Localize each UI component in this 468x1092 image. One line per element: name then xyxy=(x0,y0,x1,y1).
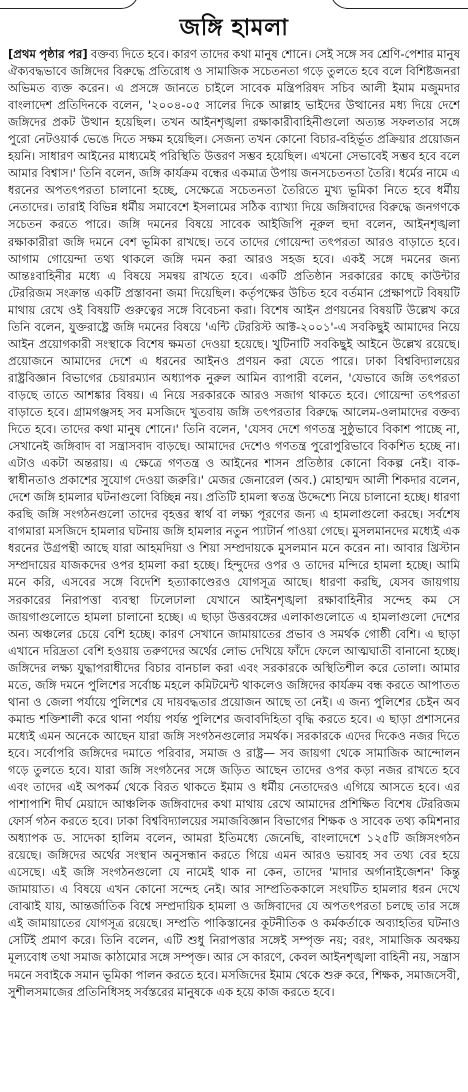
continuation-label: [প্রথম পৃষ্ঠার পর] xyxy=(8,47,88,61)
rule-right-segment xyxy=(346,8,468,9)
headline: জঙ্গি হামলা xyxy=(179,15,289,41)
article-text: বক্তব্য দিতে হবে। কারণ তাদের কথা মানুষ শোনে। সেই সঙ্গে সব শ্রেণি-পেশার মানুষ ঐক্যবদ্ধভাবে জঙ্গিদের বিরুদ্ধে প্রতিরোধ ও সামাজিক সচেতনতা গড়ে তুলতে হবে বলে বিশিষ্টজনরা অভিমত ব্যক্ত করেন। এ প্রসঙ্গে জানতে চাইলে সাবেক মন্ত্রিপরিষদ সচিব আলী ইমাম মজুমদার বাংলাদেশ প্রতিদিনকে বলেন, '২০০৪-০৫ সালের দিকে আল্লাহ ভাইদের উত্থানের মধ্য দিয়ে দেশে জঙ্গিদের প্রকট উত্থান হয়েছিল। তখন আইনশৃঙ্খলা রক্ষাকারীবাহিনীগুলো অত্যন্ত সফলতার সঙ্গে পুরো নেটওয়ার্ক ভেঙে দিতে সক্ষম হয়েছিল। সেজন্য তখন কোনো বিচার-বহির্ভূত প্রক্রিয়ার প্রয়োজন হয়নি। সাধারণ আইনের মাধ্যমেই পরিস্থিতি উত্তরণ সম্ভব হয়েছিল। এখনো সেভাবেই সম্ভব হবে বলে আমার বিশ্বাস।' তিনি বলেন, জঙ্গি কার্যক্রম বন্ধের একমাত্র উপায় জনসচেতনতা তৈরি। ধর্মের নামে এ ধরনের অপতৎপরতা চালানো হচ্ছে, সেক্ষেত্রে সচেতনতা তৈরিতে মুখ্য ভূমিকা নিতে হবে ধর্মীয় নেতাদের। তারাই বিভিন্ন ধর্মীয় সমাবেশে ইসলামের সঠিক ব্যাখ্যা দিয়ে জঙ্গিবাদের বিরুদ্ধে জনগণকে সচেতন করতে পারে। জঙ্গি দমনের বিষয়ে সাবেক আইজিপি নূরুল হুদা বলেন, আইনশৃঙ্খলা রক্ষাকারীরা জঙ্গি দমনে বেশ ভূমিকা রাখছে। তবে তাদের গোয়েন্দা তৎপরতা আরও বাড়াতে হবে। আগাম গোয়েন্দা তথ্য থাকলে জঙ্গি দমন করা আরও সহজ হবে। একই সঙ্গে দমনের জন্য আন্তঃবাহিনীর মধ্যে এ বিষয়ে সমন্বয় রাখতে হবে। একটি প্রতিষ্ঠান সরকারের কাছে কাউন্টার টেররিজম সংক্রান্ত একটি প্রস্তাবনা জমা দিয়েছিল। কর্তৃপক্ষের উচিত হবে বর্তমান প্রেক্ষাপটে বিষয়টি মাথায় রেখে ওই বিষয়টি গুরুত্বের সঙ্গে বিবেচনা করা। বিশেষ আইন প্রণয়নের বিষয়টি উল্লেখ করে তিনি বলেন, যুক্তরাষ্ট্রে জঙ্গি দমনের বিষয়ে 'এন্টি টেররিস্ট আক্ট-২০০১'-এ সবকিছুই আমাদের নিয়ে আইন প্রয়োগকারী সংস্থাকে বিশেষ ক্ষমতা দেওয়া হয়েছে। খুটিনাটি সবকিছুই আইনে উল্লেখ রয়েছে। প্রয়োজনে আমাদের দেশে এ ধরনের আইনও প্রণয়ন করা যেতে পারে। ঢাকা বিশ্ববিদ্যালয়ের রাষ্ট্রবিজ্ঞান বিভাগের চেয়ারম্যান অধ্যাপক নুরুল আমিন ব্যাপারী বলেন, 'যেভাবে জঙ্গি তৎপরতা বাড়ছে তাতে আশঙ্কার বিষয়। এ নিয়ে সরকারকে আরও সজাগ থাকতে হবে। গোয়েন্দা তৎপরতা বাড়াতে হবে। গ্রামগঞ্জসহ সব মসজিদে খুতবায় জঙ্গি তৎপরতার বিরুদ্ধে আলেম-ওলামাদের বক্তব্য দিতে হবে। তাদের কথা মানুষ শোনে।' তিনি বলেন, 'যেসব দেশে গণতন্ত্র সুষ্ঠুভাবে বিকাশ পাচ্ছে না, সেখানেই জঙ্গিবাদ বা সন্ত্রাসবাদ বাড়ছে। আমাদের দেশেও গণতন্ত্র পুরোপুরিভাবে বিকশিত হচ্ছে না। এটাও একটা অন্তরায়। এ ক্ষেত্রে গণতন্ত্র ও আইনের শাসন প্রতিষ্ঠার কোনো বিকল্প নেই। বাক-স্বাধীনতাও প্রকাশের সুযোগ দেওয়া জরুরি।' মেজর জেনারেল (অব.) মোহাম্মদ আলী শিকদার বলেন, দেশে জঙ্গি হামলার ঘটনাগুলো বিচ্ছিন্ন নয়। প্রতিটি হামলা স্বতন্ত্র উদ্দেশ্যে নিয়ে চালানো হচ্ছে। ধারণা করছি জঙ্গি সংগঠনগুলো তাদের বৃহত্তর স্বার্থ বা লক্ষ্য পূরণের জন্য এ হামলাগুলো করছে। সর্বশেষ বাগমারা মসজিদে হামলার ঘটনায় জঙ্গি হামলার নতুন প্যাটার্ন পাওয়া গেছে। মুসলমানদের মধ্যেই এক ধরনের উগ্রপন্থী আছে যারা আহমদিয়া ও শিয়া সম্প্রদায়কে মুসলমান মনে করেন না। আবার খ্রিস্টান সম্প্রদায়ের যাজকদের ওপর হামলা করা হচ্ছে। হিন্দুদের ওপর ও তাদের মন্দিরে হামলা হচ্ছে। আমি মনে করি, এসবের সঙ্গে বিদেশি হত্যাকাণ্ডেরও যোগসূত্র আছে। ধারণা করছি, যেসব জায়গায় সরকারের নিরাপত্তা ব্যবস্থা ঢিলেঢালা যেখানে আইনশৃঙ্খলা রক্ষাবাহিনীর সন্দেহ কম সে জায়গাগুলোতে হামলা চালানো হচ্ছে। এ ছাড়া উত্তরবঙ্গের এলাকাগুলোতে এ হামলাগুলো দেশের অন্য অঞ্চলের চেয়ে বেশি হচ্ছে। কারণ সেখানে জামায়াতের প্রভাব ও সমর্থক গোষ্ঠী বেশি। এ ছাড়া এখানে দরিদ্রতা বেশি হওয়ায় তরুণদের অর্থের লোভ দেখিয়ে ফাঁদে ফেলে আত্মঘাতী বানানো হচ্ছে। জঙ্গিদের লক্ষ্য যুদ্ধাপরাধীদের বিচার বানচাল করা এবং সরকারকে অস্থিতিশীল করে তোলা। আমার মতে, জঙ্গি দমনে পুলিশের সর্বোচ্চ মহলে কমিটমেন্ট থাকলেও জঙ্গিদের কার্যক্রম বন্ধ করতে আপাতত থানা ও জেলা পর্যায়ে পুলিশের যে দায়বদ্ধতার প্রয়োজন আছে তা নেই। এ জন্য পুলিশের চেইন অব কমান্ড শক্তিশালী করে থানা পর্যায় পর্যন্ত পুলিশের জবাবদিহিতা বৃদ্ধি করতে হবে। এ ছাড়া প্রশাসনের মধ্যেই এমন অনেকে আছেন যারা জঙ্গি সংগঠনগুলোর সমর্থক। সরকারকে এদের দিকেও নজর দিতে হবে। সর্বোপরি জঙ্গিদের দমাতে পরিবার, সমাজ ও রাষ্ট্র— সব জায়গা থেকে সামাজিক আন্দোলন গড়ে তুলতে হবে। যারা জঙ্গি সংগঠনের সঙ্গে জড়িত আছেন তাদের ওপর কড়া নজর রাখতে হবে এবং তাদের এই অপকর্ম থেকে বিরত থাকতে ইমাম ও ধর্মীয় নেতাদেরও এগিয়ে আসতে হবে। এর পাশাপাশি দীর্ঘ মেয়াদে আঞ্চলিক জঙ্গিবাদের কথা মাথায় রেখে আমাদের প্রশিক্ষিত বিশেষ টেররিজম ফোর্স গঠন করতে হবে। ঢাকা বিশ্ববিদ্যালয়ের সমাজবিজ্ঞান বিভাগের শিক্ষক ও সাবেক তথ্য কমিশনার অধ্যাপক ড. সাদেকা হালিম বলেন, আমরা ইতিমধ্যে জেনেছি, বাংলাদেশে ১২৫টি জঙ্গিসংগঠন রয়েছে। জঙ্গিদের অর্থের সংস্থান অনুসন্ধান করতে গিয়ে এমন আরও ভয়াবহ সব তথ্য বের হয়ে এসেছে। এই জঙ্গি সংগঠনগুলো যে নামেই থাক না কেন, তাদের 'মাদার অর্গানাইজেশন' কিন্তু জামায়াত। এ বিষয়ে এখন কোনো সন্দেহ নেই। আর সাম্প্রতিককালে সংঘটিত হামলার ধরন দেখে বোঝাই যায়, আন্তর্জাতিক বিশ্বে সম্প্রদায়িক হামলা ও জঙ্গিবাদের যে অপতৎপরতা চলছে তার সঙ্গে এই জামায়াতের যোগসূত্র রয়েছে। সম্প্রতি পাকিস্তানের কূটনীতিক ও কর্মকর্তাকে অব্যাহতির ঘটনাও সেটিই প্রমাণ করে। তিনি বলেন, এটি শুধু নিরাপত্তার সঙ্গেই সম্পৃক্ত নয়; বরং, সামাজিক অবক্ষয় মূল্যবোধ তথা সমাজ কাঠামোর সঙ্গে সম্পৃক্ত। আর সে কারণে, কেবল আইনশৃঙ্খলা বাহিনী নয়, সন্ত্রাস দমনে সবাইকে সমান ভূমিকা পালন করতে হবে। মসজিদের ইমাম থেকে শুরু করে, শিক্ষক, সমাজসেবী, সুশীলসমাজের প্রতিনিধিসহ সর্বস্তরের মানুষকে এক হয়ে কাজ করতে হবে। xyxy=(8,47,460,999)
rule-left-curve xyxy=(112,0,139,9)
rule-left-segment xyxy=(0,8,122,9)
article-body xyxy=(8,46,460,1086)
article-paragraph xyxy=(8,46,460,1001)
